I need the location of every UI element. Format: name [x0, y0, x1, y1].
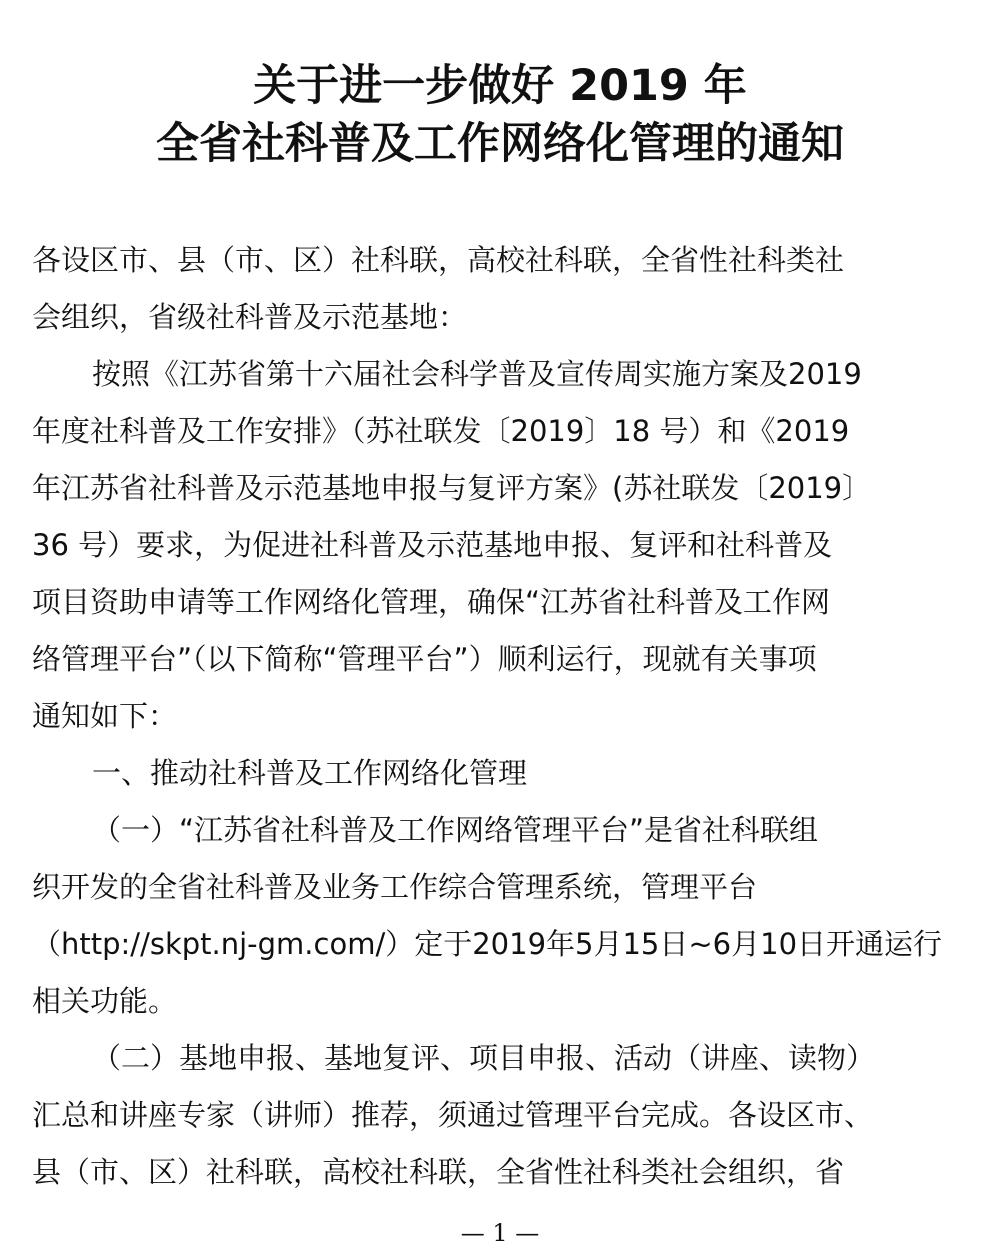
body-line-item-1-a: （一）“江苏省社科普及工作网络管理平台”是省社科联组 — [92, 813, 819, 847]
document-title-line-2: 全省社科普及工作网络化管理的通知 — [156, 119, 844, 169]
section-heading-1: 一、推动社科普及工作网络化管理 — [92, 756, 528, 790]
body-line-paragraph-5: 项目资助申请等工作网络化管理，确保“江苏省社科普及工作网 — [32, 585, 831, 619]
body-line-item-1-d: 相关功能。 — [32, 984, 178, 1018]
body-line-item-1-b: 织开发的全省社科普及业务工作综合管理系统，管理平台 — [32, 870, 758, 904]
body-line-addressee-2: 会组织，省级社科普及示范基地： — [32, 300, 468, 334]
body-line-item-2-a: （二）基地申报、基地复评、项目申报、活动（讲座、读物） — [92, 1041, 876, 1075]
body-line-paragraph-4: 36 号）要求，为促进社科普及示范基地申报、复评和社科普及 — [32, 528, 833, 562]
body-line-paragraph-6: 络管理平台”（以下简称“管理平台”）顺利运行，现就有关事项 — [32, 642, 817, 676]
body-line-paragraph-1: 按照《江苏省第十六届社会科学普及宣传周实施方案及2019 — [92, 357, 862, 391]
page-number: — 1 — — [460, 1219, 540, 1247]
body-line-paragraph-2: 年度社科普及工作安排》（苏社联发〔2019〕18 号）和《2019 — [32, 414, 850, 448]
body-line-addressee-1: 各设区市、县（市、区）社科联，高校社科联，全省性社科类社 — [32, 243, 845, 277]
body-line-paragraph-7: 通知如下： — [32, 699, 178, 733]
body-line-item-2-b: 汇总和讲座专家（讲师）推荐，须通过管理平台完成。各设区市、 — [32, 1098, 874, 1132]
body-line-item-1-c: （http://skpt.nj-gm.com/）定于2019年5月15日~6月10日开通运行 — [32, 927, 943, 961]
document-title-line-1: 关于进一步做好 2019 年 — [253, 61, 747, 111]
body-line-item-2-c: 县（市、区）社科联，高校社科联，全省性社科类社会组织，省 — [32, 1155, 845, 1189]
body-line-paragraph-3: 年江苏省社科普及示范基地申报与复评方案》(苏社联发〔2019〕 — [32, 471, 872, 505]
